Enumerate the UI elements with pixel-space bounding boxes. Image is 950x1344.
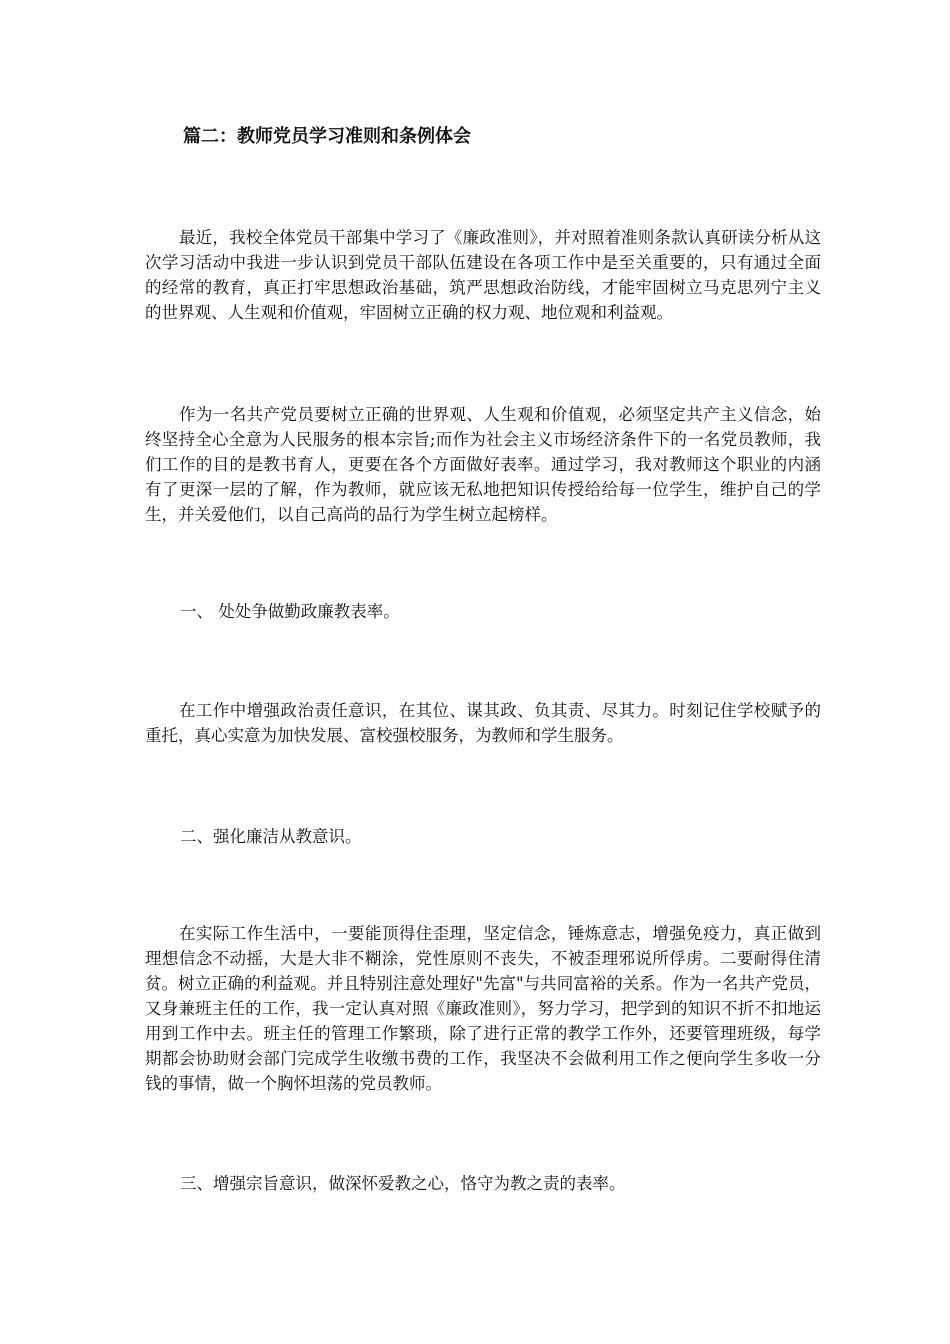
section-heading-3: 三、增强宗旨意识，做深怀爱教之心，恪守为教之责的表率。	[180, 1174, 626, 1193]
section-heading-2: 二、强化廉洁从教意识。	[180, 827, 362, 846]
paragraph-section-2: 在实际工作生活中，一要能顶得住歪理，坚定信念，锤炼意志，增强免疫力，真正做到理想信念不动摇，大是大非不糊涂，党性原则不丧失，不被歪理邪说所俘虏。二要耐得住清贫。树立正确的利益观。并且特别注意处理好"先富"与共同富裕的关系。作为一名共产党员，又身兼班主任的工作，我一定认真对照《廉政准则》，努力学习，把学到的知识不折不扣地运用到工作中去。班主任的管理工作繁琐，除了进行正常的教学工作外，还要管理班级，每学期都会协助财会部门完成学生收缴书费的工作，我坚决不会做利用工作之便向学生多收一分钱的事情，做一个胸怀坦荡的党员教师。	[145, 924, 821, 1093]
section-heading-1: 一、 处处争做勤政廉教表率。	[180, 602, 400, 621]
paragraph-worldview: 作为一名共产党员要树立正确的世界观、人生观和价值观，必须坚定共产主义信念，始终坚持全心全意为人民服务的根本宗旨;而作为社会主义市场经济条件下的一名党员教师，我们工作的目的是教书育人，更要在各个方面做好表率。通过学习，我对教师这个职业的内涵有了更深一层的了解，作为教师，就应该无私地把知识传授给给每一位学生，维护自己的学生，并关爱他们，以自己高尚的品行为学生树立起榜样。	[145, 405, 821, 524]
document-title: 篇二：教师党员学习准则和条例体会	[183, 126, 471, 147]
paragraph-intro: 最近，我校全体党员干部集中学习了《廉政准则》，并对照着准则条款认真研读分析从这次学习活动中我进一步认识到党员干部队伍建设在各项工作中是至关重要的，只有通过全面的经常的教育，真正打牢思想政治基础，筑严思想政治防线，才能牢固树立马克思列宁主义的世界观、人生观和价值观，牢固树立正确的权力观、地位观和利益观。	[145, 228, 821, 322]
paragraph-section-1: 在工作中增强政治责任意识，在其位、谋其政、负其责、尽其力。时刻记住学校赋予的重托，真心实意为加快发展、富校强校服务，为教师和学生服务。	[145, 701, 821, 745]
